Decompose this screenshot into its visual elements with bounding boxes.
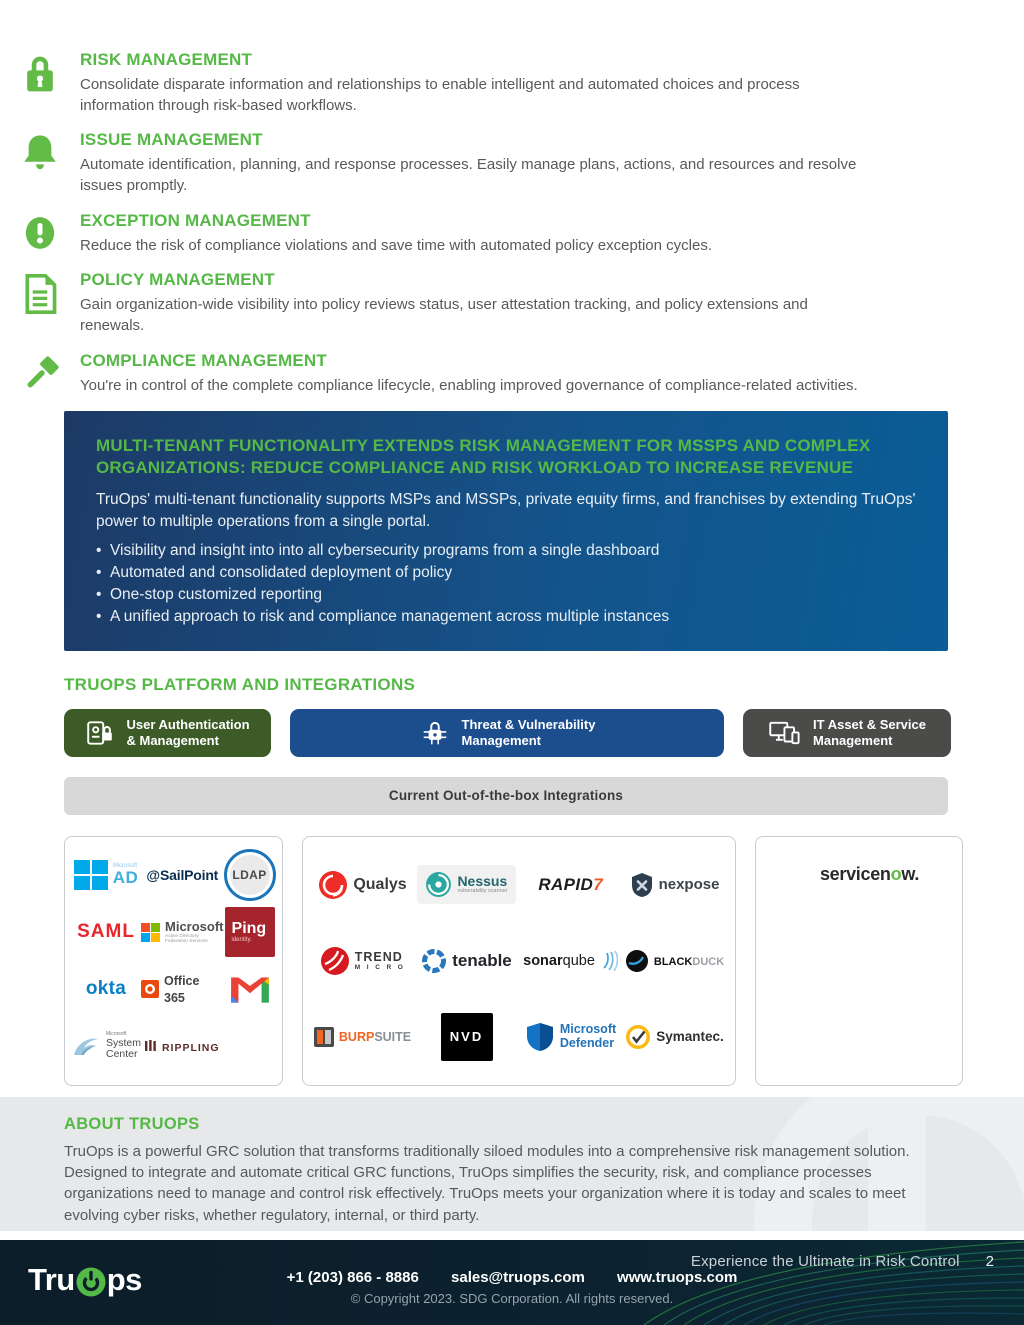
blackduck-icon: [625, 949, 649, 973]
id-card-lock-icon: [85, 718, 115, 748]
banner-bullet: • Automated and consolidated deployment of policy: [96, 562, 916, 584]
integration-logo-text: Office 365: [164, 974, 200, 1006]
banner-bullet-list: [96, 540, 916, 628]
symantec-icon: [625, 1024, 651, 1050]
integration-logo-nessus: [417, 865, 515, 904]
integration-logo-blackduck: [625, 949, 724, 973]
integration-logo-tenable: [421, 948, 512, 974]
feature-title: POLICY MANAGEMENT: [80, 270, 275, 290]
banner-intro: TruOps' multi-tenant functionality supports MSPs and MSSPs, private equity firms, and franchises by extending TruOps' power to multiple operations from a single portal.: [96, 491, 916, 530]
feature-description: Gain organization-wide visibility into policy reviews status, user attestation tracking, and policy extensions and renewals.: [80, 296, 808, 335]
integration-logo-text: servicenow.: [819, 863, 920, 884]
integration-logo-text: tenable: [452, 950, 512, 970]
feature-title: EXCEPTION MANAGEMENT: [80, 210, 311, 230]
it-asset-service-button[interactable]: [743, 709, 951, 757]
integration-logo-text: RAPID7: [538, 874, 603, 894]
integration-logo-rapid7: [538, 876, 602, 894]
integration-logo-rippling: [145, 1038, 220, 1055]
banner-heading: MULTI-TENANT FUNCTIONALITY EXTENDS RISK MANAGEMENT FOR MSSPS AND COMPLEX ORGANIZATIONS: REDUCE COMPLIANCE AND RISK WORKLOAD TO INCREASE REVENUE: [96, 435, 871, 477]
integrations-section-title: TRUOPS PLATFORM AND INTEGRATIONS: [64, 674, 416, 694]
platform-buttons-row: [64, 709, 948, 757]
footer-tagline-row: [691, 1253, 994, 1270]
integration-logo-nexpose: [630, 872, 720, 898]
office-icon: [141, 980, 159, 998]
integration-logo-microsoft-defender: [525, 1022, 616, 1052]
integration-logo-symantec: [625, 1024, 724, 1050]
integration-logo-qualys: [318, 870, 406, 900]
integration-logo-text: RIPPLING: [161, 1041, 220, 1054]
integration-logo-ping-identity: [225, 907, 275, 957]
feature-policy-management: [0, 270, 1024, 336]
it-asset-service-card: [755, 836, 963, 1086]
footer-tagline: Experience the Ultimate in Risk Control: [690, 1253, 960, 1270]
integration-logo-nvd: [441, 1013, 493, 1061]
feature-description: Reduce the risk of compliance violations and save time with automated policy exception cycles.: [80, 236, 712, 254]
integration-logo-office-365: [141, 972, 224, 1007]
integration-cards-row: [64, 836, 948, 1086]
button-label-line1: User Authentication: [126, 716, 250, 732]
waves-icon: [600, 950, 618, 972]
integration-logo-text: BLACKDUCK: [653, 956, 725, 969]
integration-logo-text: NVD: [441, 1013, 493, 1061]
integration-logo-text: @SailPoint: [146, 866, 219, 883]
integration-logo-trend-micro: [320, 946, 406, 976]
rippling-icon: [145, 1040, 157, 1052]
exclamation-icon: [0, 211, 80, 257]
user-authentication-button[interactable]: [64, 709, 271, 757]
threat-lock-icon: [419, 717, 451, 749]
integration-logo-text: LDAP: [224, 849, 276, 901]
footer-website-link[interactable]: www.truops.com: [617, 1269, 738, 1286]
burp-icon: [314, 1027, 334, 1047]
integration-logo-text: SAML: [77, 921, 135, 943]
integration-logo-servicenow: [778, 865, 962, 884]
integration-logo-text: Nessus vulnerability scanner: [457, 873, 508, 895]
nessus-icon: [425, 871, 452, 898]
integration-logo-text: Microsoft System Center: [106, 1031, 142, 1060]
bell-icon: [0, 130, 80, 196]
button-label-line2: Management: [813, 732, 893, 748]
integration-logo-sonarqube: [523, 950, 618, 972]
devices-icon: [768, 718, 802, 748]
banner-bullet: • Visibility and insight into into all cybersecurity programs from a single dashboard: [96, 540, 916, 562]
document-icon: [0, 270, 80, 336]
integration-logo-system-center: [71, 1032, 141, 1060]
lock-icon: [0, 50, 80, 116]
about-text: TruOps is a powerful GRC solution that transforms traditionally siloed modules into a comprehensive risk management solution. Designed to integrate and automate critical GRC functions, TruOps simplifies the security, risk, and compliance processes organizations need to manage and control risk effectively. TruOps meets your organization where it is today and scales to meet evolving cyber risks, whether regulatory, internal, or third party.: [64, 1142, 910, 1224]
feature-risk-management: [0, 50, 1024, 116]
win-flag-blue-icon: [74, 860, 108, 890]
button-label-line2: Management: [461, 732, 542, 748]
button-label-line2: & Management: [126, 732, 219, 748]
out-of-the-box-integrations-bar: Current Out-of-the-box Integrations: [64, 777, 948, 815]
integration-logo-text: nexpose: [658, 876, 720, 894]
qualys-icon: [318, 870, 348, 900]
feature-description: You're in control of the complete compliance lifecycle, enabling improved governance of compliance-related activities.: [80, 376, 858, 394]
integration-logo-saml: [77, 922, 135, 943]
gavel-icon: [0, 351, 80, 397]
integration-logo-text: Microsoft Active Directory Federation Services: [165, 919, 224, 945]
feature-title: ISSUE MANAGEMENT: [80, 130, 263, 150]
feature-title: RISK MANAGEMENT: [80, 50, 253, 69]
trend-icon: [320, 946, 350, 976]
integration-logo-gmail: [229, 972, 271, 1006]
integration-logo-ldap: [224, 849, 276, 901]
syscenter-icon: [71, 1033, 101, 1059]
button-label-line1: IT Asset & Service: [813, 716, 926, 732]
feature-description: Automate identification, planning, and response processes. Easily manage plans, actions, and resources and resolve issues promptly.: [80, 156, 857, 195]
feature-exception-management: [0, 211, 1024, 257]
feature-description: Consolidate disparate information and relationships to enable intelligent and automated choices and process information through risk-based workflows.: [80, 76, 800, 114]
banner-bullet: • One-stop customized reporting: [96, 584, 916, 606]
integration-logo-text: Symantec.: [656, 1029, 724, 1045]
feature-title: COMPLIANCE MANAGEMENT: [80, 350, 327, 370]
about-section: [0, 1097, 1024, 1231]
feature-list: [0, 0, 1024, 397]
footer-phone: +1 (203) 866 - 8886: [286, 1269, 419, 1286]
user-authentication-card: [64, 836, 283, 1086]
button-label-line1: Threat & Vulnerability: [461, 716, 596, 732]
gmail-icon: [229, 972, 271, 1006]
truops-logo-tru: Tru: [28, 1262, 75, 1297]
banner-bullet: • A unified approach to risk and compliance management across multiple instances: [96, 606, 916, 628]
integration-logo-microsoft-adfs: [141, 920, 224, 944]
about-title: ABOUT TRUOPS: [64, 1114, 200, 1133]
footer: [0, 1240, 1024, 1325]
truops-logo-ps: ps: [106, 1262, 142, 1297]
integration-logo-text: Ping identity.: [225, 907, 275, 957]
footer-contact-block: [0, 1240, 1024, 1306]
integration-logo-text: okta: [85, 978, 127, 1000]
threat-vulnerability-card: [302, 836, 736, 1086]
threat-vulnerability-button[interactable]: [290, 709, 724, 757]
integration-logo-burpsuite: [314, 1027, 411, 1047]
integration-logo-microsoft-ad: [74, 860, 139, 890]
integration-logo-text: sonarqube: [523, 952, 595, 969]
integration-logo-text: Microsoft AD: [112, 862, 139, 888]
win-flag-color-icon: [141, 923, 160, 942]
nexpose-icon: [630, 872, 654, 898]
integration-logo-okta: [86, 979, 126, 1000]
feature-compliance-management: [0, 351, 1024, 397]
footer-copyright: © Copyright 2023. SDG Corporation. All rights reserved.: [350, 1291, 674, 1306]
integration-logo-text: Microsoft Defender: [559, 1022, 617, 1050]
footer-email-link[interactable]: sales@truops.com: [451, 1269, 585, 1286]
integration-logo-text: Qualys: [353, 876, 407, 894]
multi-tenant-banner: [64, 411, 948, 651]
integration-logo-text: TREND M I C R O: [354, 949, 406, 972]
tenable-icon: [421, 948, 447, 974]
feature-issue-management: [0, 130, 1024, 196]
defender-icon: [525, 1022, 555, 1052]
integration-logo-sailpoint: [146, 867, 218, 884]
integration-logo-text: BURPSUITE: [338, 1030, 412, 1045]
page-number: 2: [985, 1253, 994, 1270]
